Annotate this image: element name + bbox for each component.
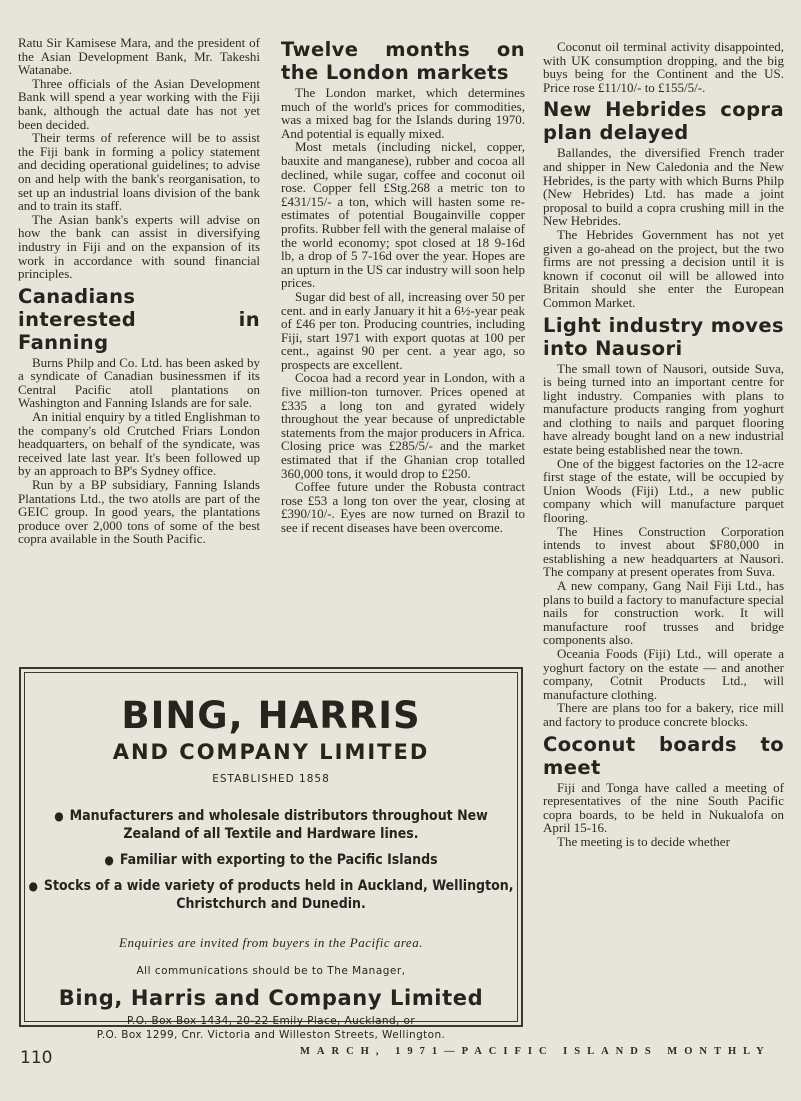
ad-established: ESTABLISHED 1858 <box>212 773 330 785</box>
article-paragraph: Ratu Sir Kamisese Mara, and the president of the Asian Development Bank, Mr. Takeshi Watanabe. <box>18 35 260 78</box>
ad-company-name: BING, HARRIS <box>121 694 421 737</box>
article-paragraph: The London market, which determines much of the world's prices for commodities, was a mixed bag for the Islands during 1970. And potential is equally mixed. <box>281 85 525 141</box>
article-paragraph: There are plans too for a bakery, rice mill and factory to produce concrete blocks. <box>543 700 784 729</box>
article-paragraph: The small town of Nausori, outside Suva, is being turned into an important centre for light industry. Companies with plans to manufacture products ranging from yoghurt and clothing to nails and parquet flooring have already bought land on a new industrial estate being established near the town. <box>543 360 784 458</box>
article-paragraph: Run by a BP subsidiary, Fanning Islands Plantations Ltd., the two atolls are part of the GEIC group. In good years, the plantations produce over 2,000 tons of some of the best copra available in the South Pacific. <box>18 477 260 547</box>
article-paragraph: Coconut oil terminal activity disappointed, with UK consumption dropping, and the big buys being for the Continent and the US. Price rose £11/10/- to £155/5/-. <box>543 39 784 95</box>
article-paragraph: Cocoa had a record year in London, with a five million-ton turnover. Prices opened at £335 a long ton and gyrated widely throughout the year because of unpredictable statements from the major producers in Africa. Closing price was £285/5/- and the market estimated that if the Ghanian crop totalled 360,000 tons, it would drop to £250. <box>281 370 525 481</box>
ad-communications: All communications should be to The Manager, <box>136 965 406 977</box>
ad-address-line: P.O. Box Box 1434, 20-22 Emily Place, Auckland, or <box>126 1015 416 1027</box>
bullet-dot-icon: ● <box>54 809 64 823</box>
article-paragraph: An initial enquiry by a titled Englishman to the company's old Crutched Friars London headquarters, on behalf of the syndicate, was received late last year. It's been followed up by an approach to BP's Sydney office. <box>18 409 260 479</box>
running-footer: MARCH, 1971—PACIFIC ISLANDS MONTHLY <box>300 1046 771 1057</box>
bullet-dot-icon: ● <box>104 853 114 867</box>
ad-company-subtitle: AND COMPANY LIMITED <box>112 740 430 764</box>
article-paragraph: Fiji and Tonga have called a meeting of representatives of the nine South Pacific copra boards, to be held in Nukualofa on April 15-16. <box>543 779 784 836</box>
article-paragraph: Sugar did best of all, increasing over 50 per cent. and in early January it hit a 6½-year peak of £46 per ton. Producing countries, including Fiji, start 1971 with export quotas at 100 per cent., against 90 per cent. a year ago, so prospects are excellent. <box>281 288 525 372</box>
ad-address-line: P.O. Box 1299, Cnr. Victoria and Willeston Streets, Wellington. <box>96 1029 446 1041</box>
advertisement-box <box>19 667 523 1041</box>
article-paragraph: Their terms of reference will be to assist the Fiji bank in forming a policy statement and deciding operational guidelines; to advise on and help with the bank's reorganisation, to set up an industrial loans division of the bank and to train its staff. <box>18 130 260 214</box>
ad-bullet <box>25 807 517 843</box>
ad-bullet-text: Manufacturers and wholesale distributors throughout New Zealand of all Textile and Hardware lines. <box>69 808 488 842</box>
ad-bullet <box>25 877 517 913</box>
headline-nausori: Light industry moves into Nausori <box>543 313 784 360</box>
ad-enquiries: Enquiries are invited from buyers in the Pacific area. <box>119 935 423 950</box>
headline-coconut-boards: Coconut boards to meet <box>543 732 784 779</box>
article-paragraph: Burns Philp and Co. Ltd. has been asked by a syndicate of Canadian businessmen if its Central Pacific atoll plantations on Washington and Fanning Islands are for sale. <box>18 354 260 411</box>
ad-company-full-name: Bing, Harris and Company Limited <box>58 986 484 1010</box>
article-paragraph: Oceania Foods (Fiji) Ltd., will operate a yoghurt factory on the estate — and another company, Cotnit Products Ltd., will manufacture clothing. <box>543 645 784 702</box>
article-paragraph: One of the biggest factories on the 12-acre first stage of the estate, will be occupied by Union Woods (Fiji) Ltd., a new public company which will manufacture parquet flooring. <box>543 455 784 526</box>
page-number: 110 <box>20 1048 53 1068</box>
article-paragraph: Coffee future under the Robusta contract rose £53 a long ton over the year, closing at £390/10/-. Eyes are now turned on Brazil to see if recent diseases have been overcome. <box>281 479 525 535</box>
article-paragraph: A new company, Gang Nail Fiji Ltd., has plans to build a factory to manufacture special nails for construction work. It will manufacture roof trusses and bridge components also. <box>543 578 784 648</box>
article-paragraph: The Asian bank's experts will advise on how the bank can assist in diversifying industry in Fiji and on the expansion of its work in accordance with sound financial principles. <box>18 211 260 282</box>
ad-bullet-text: Familiar with exporting to the Pacific Islands <box>119 852 438 868</box>
article-paragraph: Three officials of the Asian Development Bank will spend a year working with the Fiji bank, although the actual date has not yet been decided. <box>18 75 260 132</box>
headline-canadians-fanning: Canadians interested in Fanning <box>18 284 260 354</box>
article-paragraph: The Hebrides Government has not yet given a go-ahead on the project, but the two firms are not pressing a decision until it is known if coconut oil will be allowed into Britain should she enter the European Common Market. <box>543 226 784 310</box>
column-1 <box>18 36 260 546</box>
article-paragraph: Most metals (including nickel, copper, bauxite and manganese), rubber and cocoa all declined, while sugar, coffee and coconut oil rose. Copper fell £Stg.268 a metric ton to £431/15/- a ton, which will hasten some re-estimates of potential Bougainville copper profits. Rubber fell with the general malaise of the world economy; spot closed at 18 9-16d lb, a drop of 5 7-16d over the year. Hopes are an upturn in the US car industry will soon help prices. <box>281 139 525 291</box>
article-paragraph: The meeting is to decide whether <box>557 833 730 849</box>
bullet-dot-icon: ● <box>28 879 38 893</box>
ad-bullet <box>25 851 517 869</box>
advertisement-inner-border <box>24 672 518 1041</box>
column-2 <box>281 38 525 535</box>
column-3 <box>543 40 784 849</box>
article-paragraph: The Hines Construction Corporation intends to invest about $F80,000 in establishing a new headquarters at Nausori. The company at present operates from Suva. <box>543 523 784 580</box>
article-paragraph: Ballandes, the diversified French trader and shipper in New Caledonia and the New Hebrides, is the party with which Burns Philp (New Hebrides) Ltd. has made a joint proposal to build a copra crushing mill in the New Hebrides. <box>543 145 784 229</box>
ad-bullet-text: Stocks of a wide variety of products held in Auckland, Wellington, Christchurch and Dunedin. <box>43 878 514 912</box>
headline-london-markets: Twelve months on the London markets <box>281 38 525 84</box>
headline-new-hebrides: New Hebrides copra plan delayed <box>543 98 784 145</box>
